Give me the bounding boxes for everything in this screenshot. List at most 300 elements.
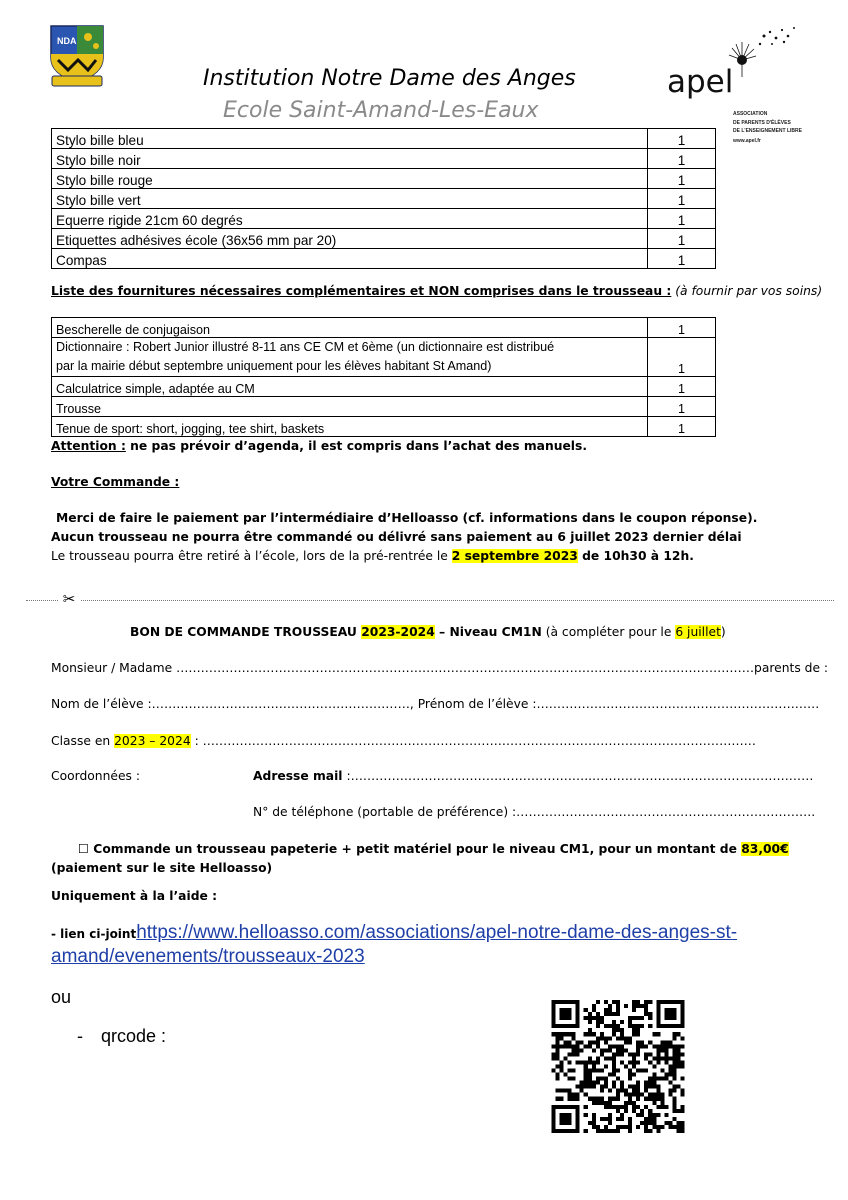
qr-module	[640, 1044, 644, 1048]
qr-module	[596, 1081, 600, 1085]
qr-module	[604, 1024, 608, 1028]
qr-module	[560, 1069, 564, 1073]
qr-module	[672, 1077, 676, 1081]
qr-module	[568, 1012, 572, 1016]
qr-module	[592, 1113, 596, 1117]
qr-module	[572, 1024, 576, 1028]
qr-module	[636, 1052, 640, 1056]
qr-module	[656, 1020, 660, 1024]
qr-module	[676, 1032, 680, 1036]
qr-module	[564, 1016, 568, 1020]
qr-module	[628, 1024, 632, 1028]
qr-module	[568, 1105, 572, 1109]
qr-module	[668, 1044, 672, 1048]
order-option[interactable]: ☐ Commande un trousseau papeterie + petit matériel pour le niveau CM1, pour un montant de 83,00€	[78, 842, 789, 856]
qr-module	[600, 1036, 604, 1040]
qr-module	[564, 1129, 568, 1133]
qr-module	[672, 1016, 676, 1020]
qr-module	[672, 1008, 676, 1012]
qr-module	[620, 1085, 624, 1089]
qr-module	[672, 1060, 676, 1064]
qr-module	[632, 1028, 636, 1032]
qr-module	[560, 1000, 564, 1004]
helloasso-link[interactable]: https://www.helloasso.com/associations/apel-notre-dame-des-anges-st-	[136, 922, 738, 943]
qr-module	[628, 1085, 632, 1089]
qr-module	[632, 1008, 636, 1012]
qr-module	[652, 1081, 656, 1085]
qr-module	[552, 1016, 556, 1020]
qr-code-icon[interactable]	[551, 1000, 685, 1133]
qr-module	[552, 1020, 556, 1024]
qr-module	[676, 1048, 680, 1052]
qr-module	[660, 1048, 664, 1052]
qr-module	[632, 1056, 636, 1060]
qr-module	[660, 1040, 664, 1044]
qr-module	[620, 1125, 624, 1129]
qr-module	[592, 1040, 596, 1044]
qr-module	[552, 1024, 556, 1028]
qr-module	[576, 1008, 580, 1012]
qr-module	[632, 1060, 636, 1064]
payment-line: Merci de faire le paiement par l’intermédiaire d’Helloasso (cf. informations dans le coupon réponse).	[56, 511, 758, 525]
qr-module	[576, 1016, 580, 1020]
qr-module	[592, 1097, 596, 1101]
complementary-heading: Liste des fournitures nécessaires complémentaires et NON comprises dans le trousseau : (à fournir par vos soins)	[51, 284, 823, 298]
qr-module	[620, 1032, 624, 1036]
qr-module	[600, 1069, 604, 1073]
qr-module	[604, 1105, 608, 1109]
qr-module	[652, 1032, 656, 1036]
qr-module	[588, 1028, 592, 1032]
qr-module	[664, 1105, 668, 1109]
qr-module	[660, 1093, 664, 1097]
qr-module	[568, 1000, 572, 1004]
qr-module	[560, 1097, 564, 1101]
qr-module	[668, 1000, 672, 1004]
qr-module	[556, 1036, 560, 1040]
qr-module	[552, 1044, 556, 1048]
qr-module	[672, 1069, 676, 1073]
qr-module	[656, 1129, 660, 1133]
qty-cell: 1	[648, 189, 716, 209]
qr-module	[620, 1052, 624, 1056]
qr-module	[636, 1032, 640, 1036]
qty-cell: 1	[648, 318, 716, 338]
table-row	[52, 397, 716, 417]
qr-module	[576, 1052, 580, 1056]
qr-module	[592, 1125, 596, 1129]
qr-module	[608, 1101, 612, 1105]
item-cell: Dictionnaire : Robert Junior illustré 8-11 ans CE CM et 6ème (un dictionnaire est distribué par la mairie début septembre uniquement pour les élèves habitant St Amand)	[52, 338, 648, 377]
item-cell: Stylo bille rouge	[52, 169, 648, 189]
qr-module	[600, 1117, 604, 1121]
qr-module	[604, 1036, 608, 1040]
qr-module	[584, 1093, 588, 1097]
qr-module	[652, 1077, 656, 1081]
qr-module	[596, 1020, 600, 1024]
qr-module	[600, 1089, 604, 1093]
helloasso-link-cont[interactable]: amand/evenements/trousseaux-2023	[51, 946, 365, 967]
qr-module	[584, 1081, 588, 1085]
qr-module	[600, 1032, 604, 1036]
qr-module	[556, 1097, 560, 1101]
apel-subtitle: ASSOCIATION DE PARENTS D'ÉLÈVES DE L'ENSEIGNEMENT LIBRE	[733, 111, 802, 134]
qr-module	[572, 1129, 576, 1133]
qr-module	[672, 1101, 676, 1105]
qr-module	[608, 1012, 612, 1016]
qr-module	[568, 1089, 572, 1093]
qr-module	[556, 1044, 560, 1048]
qr-module	[584, 1113, 588, 1117]
qr-module	[584, 1044, 588, 1048]
qr-module	[620, 1036, 624, 1040]
qr-module	[560, 1129, 564, 1133]
qr-module	[628, 1073, 632, 1077]
qr-module	[632, 1093, 636, 1097]
qr-module	[676, 1000, 680, 1004]
qr-module	[552, 1105, 556, 1109]
qr-module	[612, 1028, 616, 1032]
qr-module	[588, 1056, 592, 1060]
qr-module	[636, 1016, 640, 1020]
qr-module	[636, 1069, 640, 1073]
qr-module	[624, 1048, 628, 1052]
qr-module	[640, 1004, 644, 1008]
qr-module	[592, 1048, 596, 1052]
qr-module	[628, 1060, 632, 1064]
qr-module	[624, 1089, 628, 1093]
qr-module	[664, 1113, 668, 1117]
qr-module	[628, 1093, 632, 1097]
qr-module	[644, 1121, 648, 1125]
qr-module	[560, 1016, 564, 1020]
qr-module	[620, 1020, 624, 1024]
qr-module	[608, 1044, 612, 1048]
apel-url: www.apel.fr	[733, 138, 761, 144]
item-cell: Compas	[52, 249, 648, 269]
qr-module	[648, 1117, 652, 1121]
qr-module	[596, 1056, 600, 1060]
qr-module	[592, 1016, 596, 1020]
qr-module	[612, 1060, 616, 1064]
qr-module	[616, 1024, 620, 1028]
qr-module	[644, 1044, 648, 1048]
class-field[interactable]: Classe en 2023 – 2024 : ………………………………………………………………………………………………………………………	[51, 734, 756, 748]
qr-module	[616, 1012, 620, 1016]
qr-module	[596, 1060, 600, 1064]
qr-module	[668, 1008, 672, 1012]
qr-module	[636, 1048, 640, 1052]
qr-module	[568, 1016, 572, 1020]
qty-cell: 1	[648, 209, 716, 229]
qr-module	[648, 1000, 652, 1004]
qr-module	[564, 1117, 568, 1121]
qr-module	[656, 1008, 660, 1012]
qr-module	[616, 1125, 620, 1129]
qr-module	[596, 1097, 600, 1101]
qr-module	[656, 1032, 660, 1036]
qr-module	[560, 1117, 564, 1121]
qty-cell: 1	[648, 169, 716, 189]
qr-module	[588, 1020, 592, 1024]
qr-module	[648, 1113, 652, 1117]
qr-module	[660, 1097, 664, 1101]
qr-module	[636, 1089, 640, 1093]
qr-module	[628, 1117, 632, 1121]
qr-module	[616, 1129, 620, 1133]
qr-module	[572, 1093, 576, 1097]
qr-module	[636, 1000, 640, 1004]
qr-module	[628, 1097, 632, 1101]
qr-module	[588, 1073, 592, 1077]
qty-cell: 1	[648, 338, 716, 377]
qr-module	[608, 1105, 612, 1109]
qr-module	[560, 1121, 564, 1125]
qr-module	[572, 1105, 576, 1109]
qr-module	[664, 1000, 668, 1004]
qr-module	[556, 1077, 560, 1081]
qr-module	[572, 1032, 576, 1036]
qr-module	[612, 1069, 616, 1073]
qr-module	[628, 1052, 632, 1056]
item-cell: Bescherelle de conjugaison	[52, 318, 648, 338]
qr-label: qrcode :	[101, 1026, 167, 1046]
qr-module	[560, 1113, 564, 1117]
qr-module	[664, 1024, 668, 1028]
school-crest	[48, 24, 106, 88]
qr-module	[624, 1040, 628, 1044]
qr-module	[632, 1085, 636, 1089]
qr-module	[672, 1064, 676, 1068]
qr-module	[656, 1089, 660, 1093]
qr-module	[676, 1129, 680, 1133]
qr-module	[604, 1125, 608, 1129]
qr-module	[560, 1089, 564, 1093]
qr-module	[588, 1069, 592, 1073]
student-name-field[interactable]: Nom de l’élève :………………………………………………………, Prénom de l’élève :……………………………………………………………	[51, 697, 820, 711]
qr-module	[576, 1129, 580, 1133]
table-row	[52, 249, 716, 269]
qr-module	[616, 1008, 620, 1012]
qr-module	[620, 1044, 624, 1048]
qr-module	[620, 1028, 624, 1032]
qr-module	[628, 1016, 632, 1020]
qr-module	[656, 1085, 660, 1089]
qr-module	[608, 1097, 612, 1101]
qr-module	[604, 1117, 608, 1121]
qr-module	[644, 1056, 648, 1060]
qr-module	[620, 1089, 624, 1093]
qr-module	[564, 1105, 568, 1109]
qr-module	[564, 1040, 568, 1044]
qr-module	[652, 1113, 656, 1117]
qr-module	[652, 1073, 656, 1077]
qr-module	[576, 1048, 580, 1052]
qr-module	[604, 1077, 608, 1081]
qr-module	[640, 1016, 644, 1020]
qr-module	[616, 1109, 620, 1113]
qr-module	[612, 1032, 616, 1036]
qr-module	[628, 1069, 632, 1073]
qr-module	[608, 1004, 612, 1008]
qr-module	[604, 1129, 608, 1133]
qr-module	[672, 1056, 676, 1060]
item-cell: Calculatrice simple, adaptée au CM	[52, 377, 648, 397]
qr-module	[552, 1052, 556, 1056]
qr-module	[656, 1016, 660, 1020]
qr-module	[616, 1069, 620, 1073]
qr-module	[676, 1121, 680, 1125]
qr-module	[552, 1000, 556, 1004]
qr-module	[648, 1121, 652, 1125]
qr-module	[644, 1081, 648, 1085]
qr-module	[648, 1081, 652, 1085]
qr-module	[664, 1060, 668, 1064]
item-cell: Equerre rigide 21cm 60 degrés	[52, 209, 648, 229]
phone-field[interactable]: N° de téléphone (portable de préférence) :……………………………………………………………….	[253, 805, 816, 819]
qr-module	[628, 1077, 632, 1081]
qr-module	[656, 1093, 660, 1097]
qr-module	[576, 1004, 580, 1008]
qr-module	[568, 1077, 572, 1081]
qr-module	[644, 1089, 648, 1093]
item-cell: Etiquettes adhésives école (36x56 mm par 20)	[52, 229, 648, 249]
qr-module	[592, 1081, 596, 1085]
qr-module	[656, 1044, 660, 1048]
qr-module	[660, 1069, 664, 1073]
qr-module	[564, 1000, 568, 1004]
qr-module	[608, 1121, 612, 1125]
qr-module	[652, 1056, 656, 1060]
qr-module	[636, 1081, 640, 1085]
qr-module	[680, 1121, 684, 1125]
parent-name-field[interactable]: Monsieur / Madame ……………………………………………………………………………………………………………………………parents de :	[51, 661, 829, 675]
qr-module	[568, 1044, 572, 1048]
qr-module	[652, 1093, 656, 1097]
qr-module	[552, 1113, 556, 1117]
qr-module	[672, 1012, 676, 1016]
qr-module	[556, 1064, 560, 1068]
qr-module	[660, 1101, 664, 1105]
qr-module	[628, 1129, 632, 1133]
qr-module	[564, 1056, 568, 1060]
qr-module	[644, 1052, 648, 1056]
qr-module	[576, 1093, 580, 1097]
qr-module	[672, 1097, 676, 1101]
qr-module	[676, 1024, 680, 1028]
qr-module	[552, 1109, 556, 1113]
qr-module	[648, 1052, 652, 1056]
qr-module	[656, 1004, 660, 1008]
qr-module	[680, 1044, 684, 1048]
qr-module	[600, 1101, 604, 1105]
qr-module	[596, 1036, 600, 1040]
table-row	[52, 129, 716, 149]
qr-module	[576, 1060, 580, 1064]
email-field[interactable]: Adresse mail :…………………………………………………..………………………………………………	[253, 769, 814, 783]
supplies-table	[51, 128, 716, 269]
qr-module	[596, 1024, 600, 1028]
qr-module	[552, 1117, 556, 1121]
qr-module	[616, 1004, 620, 1008]
qr-module	[616, 1089, 620, 1093]
qr-module	[648, 1016, 652, 1020]
table-row	[52, 377, 716, 397]
qr-module	[572, 1044, 576, 1048]
qr-module	[568, 1121, 572, 1125]
qr-module	[564, 1024, 568, 1028]
qr-module	[616, 1077, 620, 1081]
qr-module	[656, 1024, 660, 1028]
qr-module	[664, 1040, 668, 1044]
qr-module	[616, 1000, 620, 1004]
qr-module	[576, 1097, 580, 1101]
qr-module	[616, 1036, 620, 1040]
qr-module	[672, 1036, 676, 1040]
qr-module	[628, 1036, 632, 1040]
qr-module	[628, 1125, 632, 1129]
qr-module	[636, 1040, 640, 1044]
qr-module	[652, 1044, 656, 1048]
qr-module	[580, 1081, 584, 1085]
qr-module	[616, 1044, 620, 1048]
qr-module	[648, 1040, 652, 1044]
qr-module	[604, 1048, 608, 1052]
qr-module	[588, 1032, 592, 1036]
qr-module	[572, 1069, 576, 1073]
qr-module	[604, 1040, 608, 1044]
qr-module	[644, 1105, 648, 1109]
qr-module	[592, 1117, 596, 1121]
qr-module	[664, 1077, 668, 1081]
qr-module	[568, 1040, 572, 1044]
qr-module	[632, 1016, 636, 1020]
qr-module	[560, 1064, 564, 1068]
qr-module	[648, 1077, 652, 1081]
deadline-line: Aucun trousseau ne pourra être commandé ou délivré sans paiement au 6 juillet 2023 dernier délai	[51, 530, 742, 544]
qr-module	[640, 1024, 644, 1028]
qr-module	[576, 1125, 580, 1129]
qr-module	[632, 1073, 636, 1077]
qr-module	[624, 1109, 628, 1113]
qr-module	[592, 1060, 596, 1064]
qr-module	[680, 1105, 684, 1109]
qty-cell: 1	[648, 377, 716, 397]
qr-module	[656, 1000, 660, 1004]
qr-module	[644, 1000, 648, 1004]
qr-module	[656, 1052, 660, 1056]
qr-module	[632, 1032, 636, 1036]
qr-module	[660, 1000, 664, 1004]
qr-module	[624, 1064, 628, 1068]
qr-module	[608, 1048, 612, 1052]
qr-module	[664, 1052, 668, 1056]
qr-module	[592, 1121, 596, 1125]
item-cell: Stylo bille noir	[52, 149, 648, 169]
qr-module	[588, 1097, 592, 1101]
qty-cell: 1	[648, 249, 716, 269]
scissors-icon: ✂	[58, 590, 80, 610]
qr-module	[552, 1012, 556, 1016]
qr-module	[680, 1125, 684, 1129]
qr-module	[576, 1020, 580, 1024]
qr-module	[676, 1044, 680, 1048]
qr-module	[636, 1024, 640, 1028]
qr-module	[652, 1125, 656, 1129]
qr-module	[596, 1129, 600, 1133]
checkbox-icon[interactable]: ☐	[78, 842, 90, 856]
qr-module	[572, 1000, 576, 1004]
